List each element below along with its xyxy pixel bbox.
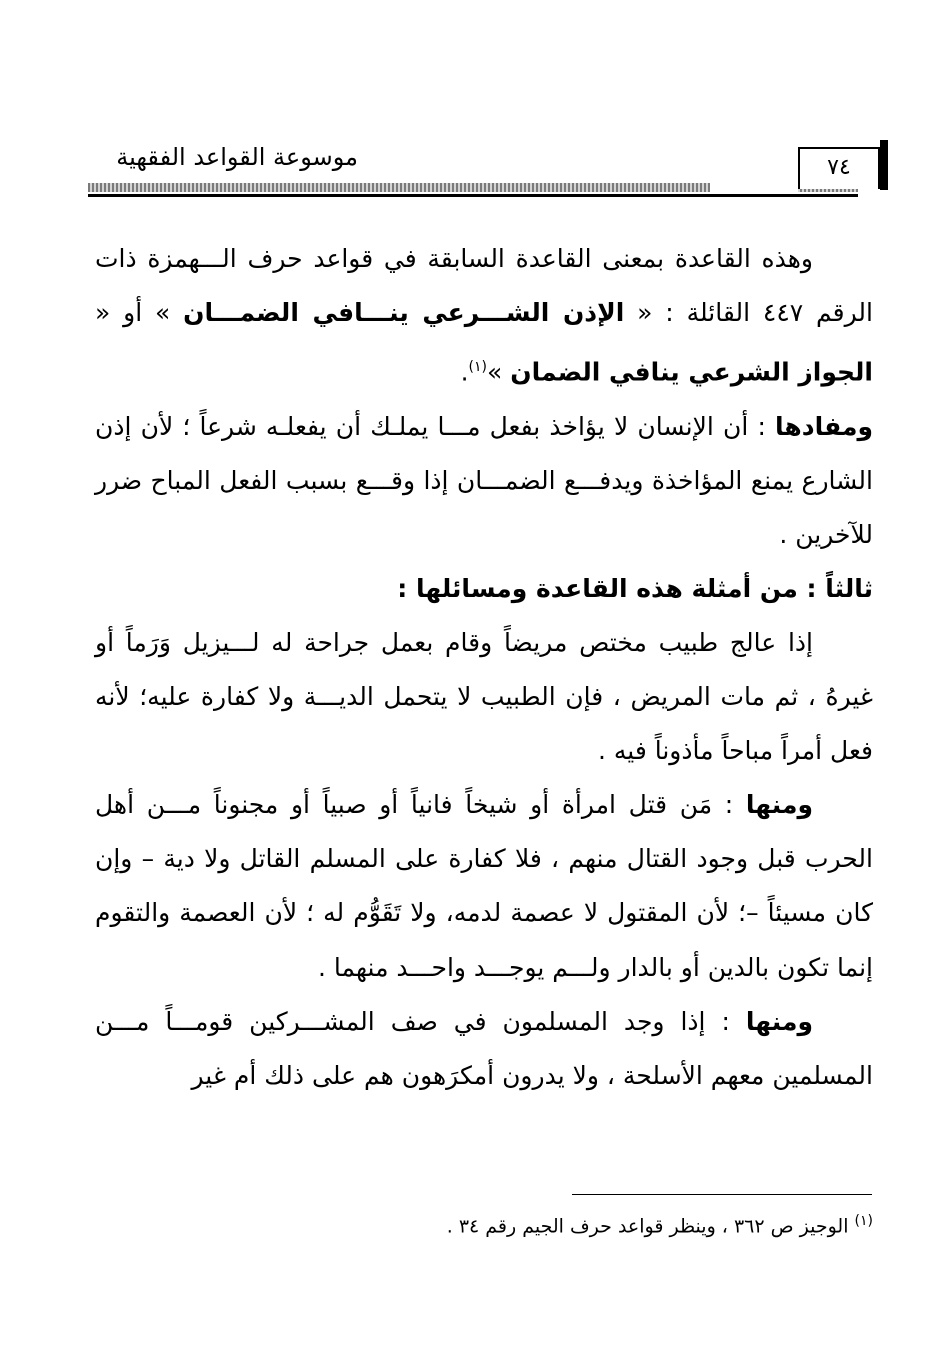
paragraph (95, 232, 873, 400)
paragraph (95, 616, 873, 778)
bold-text: ومنها (745, 1006, 813, 1036)
paragraph (95, 562, 873, 616)
body-text (95, 232, 873, 1103)
text-run: » أو « (95, 298, 184, 328)
footnote-separator (572, 1194, 872, 1195)
text-run: إذا عالج طبيب مختص مريضاً وقام بعمل جراحة له لـــيزيل وَرَماً أو غيرهُ ، ثم مات المريض ، فإن الطبيب لا يتحمل الديـــة ولا كفارة عليه؛ لأنه فعل أمراً مباحاً مأذوناً فيه . (95, 627, 873, 766)
bold-text: ومفادها (775, 411, 873, 441)
footnote-marker: (١) (854, 1213, 873, 1229)
text-run: : أن الإنسان لا يؤاخذ بفعل مـــا يملـك أن يفعلـه شرعاً ؛ لأن إذن الشارع يمنع المؤاخذة ويدفـــع الضمـــان إذا وقـــع بسبب الفعل المباح ضرر للآخرين . (95, 411, 873, 549)
page-number-bar (880, 140, 888, 190)
book-title: موسوعة القواعد الفقهية (116, 143, 358, 171)
footnote (447, 1213, 873, 1237)
footnote-text: الوجيز ص ٣٦٢ ، وينظر قواعد حرف الجيم رقم ٣٤ . (446, 1215, 849, 1238)
header-rule (88, 194, 858, 197)
bold-text: ثالثاً : من أمثلة هذه القاعدة ومسائلها : (397, 573, 873, 603)
text-run: وهذه القاعدة بمعنى القاعدة السابقة في قواعد حرف الـــهمزة ذات الرقم ٤٤٧ القائلة : « (95, 244, 873, 328)
footnote-ref: (١) (468, 359, 487, 376)
paragraph (95, 400, 873, 562)
bold-text: الجواز الشرعي ينافي الضمان (510, 357, 873, 387)
page-number: ٧٤ (798, 147, 880, 189)
paragraph (95, 778, 873, 994)
text-run: » (486, 357, 511, 387)
page-header (88, 0, 858, 200)
text-run: : إذا وجد المسلمون في صف المشـــركين قومـــاً مـــن المسلمين معهم الأسلحة ، ولا يدرون أمكرَهون هم على ذلك أم غير (95, 1006, 873, 1090)
text-run: . (460, 357, 469, 387)
bold-text: ومنها (745, 790, 813, 820)
text-run: : مَن قتل امرأة أو شيخاً فانياً أو صبياً أو مجنوناً مـــن أهل الحرب قبل وجود القتال منهم ، فلا كفارة على المسلم القاتل ولا دية – وإن كان مسيئاً –؛ لأن المقتول لا عصمة لدمه، ولا تَقَوُّم له ؛ لأن العصمة والتقوم إنما تكون بالدين أو بالدار ولـــم يوجـــد واحـــد منهما . (95, 790, 873, 982)
bold-text: الإذن الشـــرعي ينـــافي الضمـــان (183, 298, 625, 328)
paragraph (95, 995, 873, 1103)
